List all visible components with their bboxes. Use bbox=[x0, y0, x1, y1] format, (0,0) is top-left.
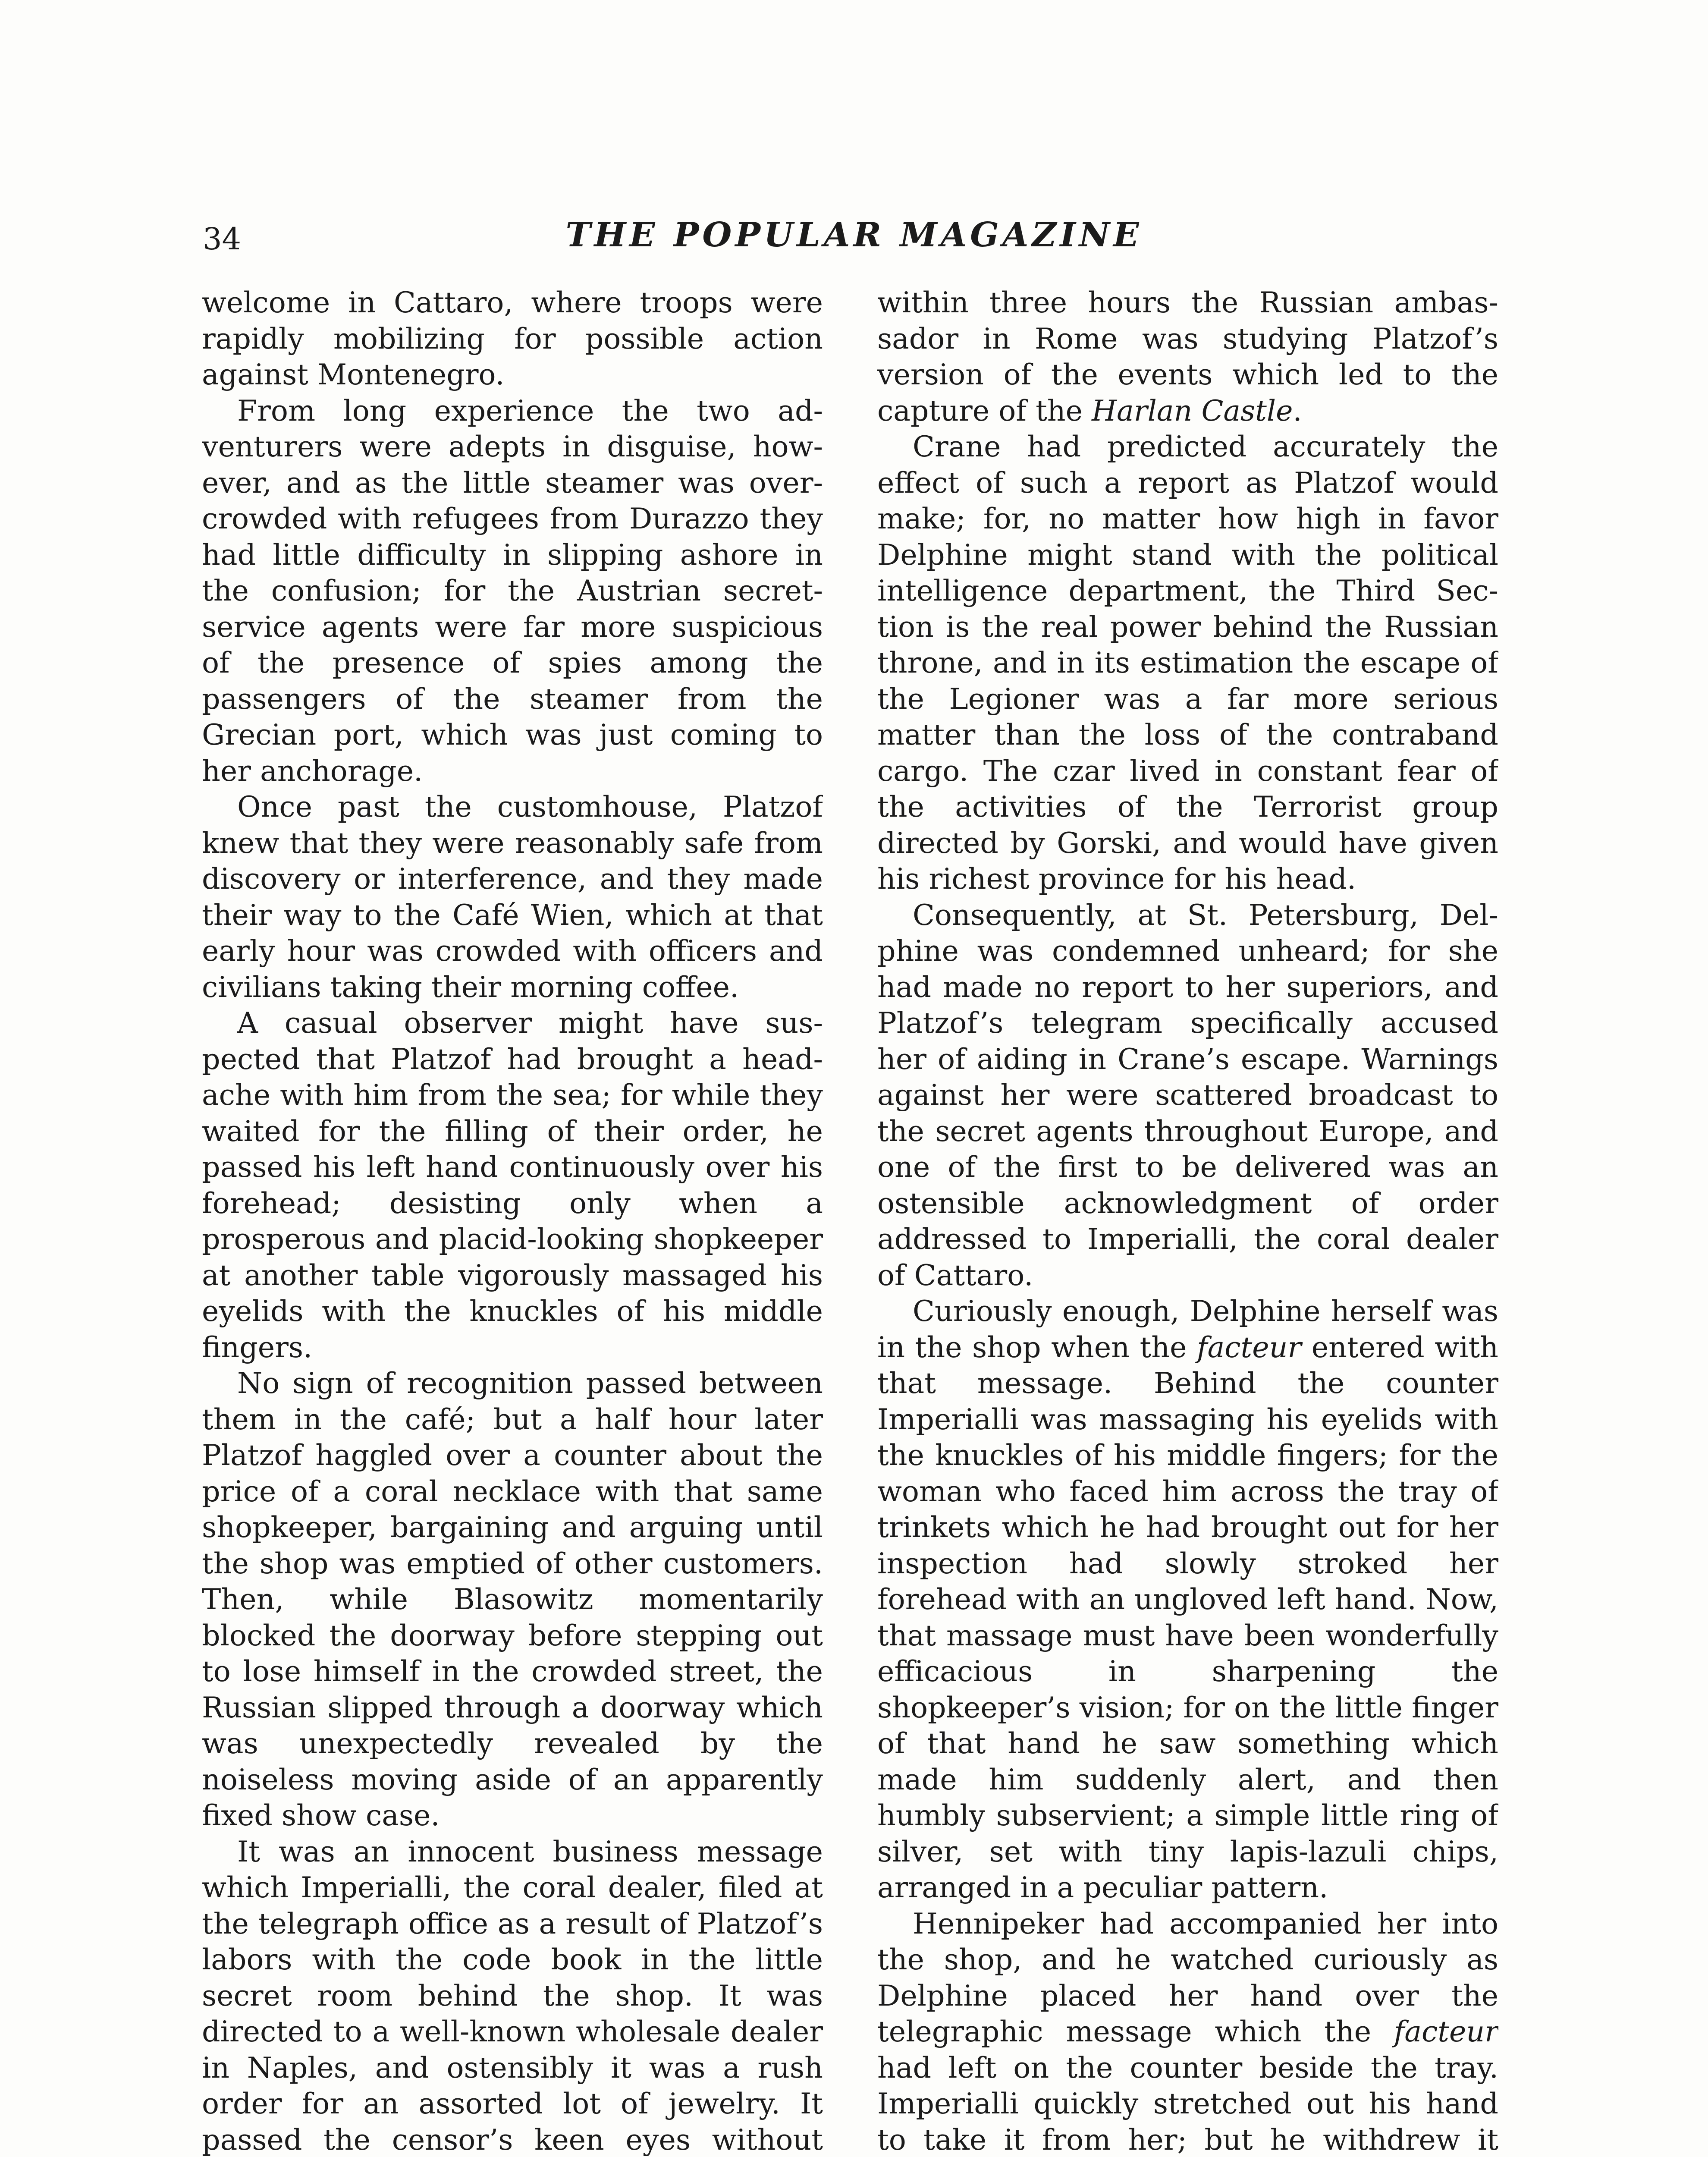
right-column bbox=[877, 285, 1498, 2157]
paragraph bbox=[877, 1906, 1498, 2157]
text-run: within three hours the Russian ambassador in Rome was studying Platzof’s version of the events which led to the capture of the bbox=[877, 286, 1498, 428]
left-column bbox=[202, 285, 823, 2157]
text-run: had left on the counter beside the tray. Imperialli quickly stretched out his hand to take it from her; but he withdrew it bbox=[877, 2050, 1498, 2157]
paragraph bbox=[877, 285, 1498, 429]
text-run: Hennipeker had accompanied her into the shop, and he watched curiously as Delphine placed her hand over the telegraphic message which the bbox=[877, 1906, 1498, 2048]
running-title: THE POPULAR MAGAZINE bbox=[565, 215, 1143, 255]
text-run: . bbox=[1293, 393, 1302, 428]
text-run: Curiously enough, Delphine herself was in the shop when the bbox=[877, 1294, 1498, 1364]
paragraph: Consequently, at St. Petersburg, Delphine was condemned unheard; for she had made no report to her superiors, and Platzof’s telegram specifically accused her of aiding in Crane’s escape. Warnings against her were scattered broadcast to the secret agents throughout Europe, and one of the first to be delivered was an ostensible acknowledgment of order addressed to Imperialli, the coral dealer of Cattaro. bbox=[877, 898, 1498, 1292]
paragraph: From long experience the two adventurers were adepts in disguise, however, and as the little steamer was overcrowded with refugees from Durazzo they had little difficulty in slipping ashore in the confusion; for the Austrian secret-service agents were far more suspicious of the presence of spies among the passengers of the steamer from the Grecian port, which was just coming to her anchorage. bbox=[202, 393, 823, 788]
paragraph: A casual observer might have suspected that Platzof had brought a headache with him from the sea; for while they waited for the filling of their order, he passed his left hand continuously over his forehead; desisting only when a prosperous and placid-looking shopkeeper at another table vigorously massaged his eyelids with the knuckles of his middle fingers. bbox=[202, 1006, 823, 1364]
paragraph: Once past the customhouse, Platzof knew that they were reasonably safe from discovery or interference, and they made their way to the Café Wien, which at that early hour was crowded with officers and civilians taking their morning coffee. bbox=[202, 790, 823, 1004]
paragraph: It was an innocent business message which Imperialli, the coral dealer, filed at the telegraph office as a result of Platzof’s labors with the code book in the little secret room behind the shop. It was directed to a well-known wholesale dealer in Naples, and ostensibly it was a rush order for an assorted lot of jewelry. It passed the censor’s keen eyes without bbox=[202, 1834, 823, 2157]
page-header bbox=[203, 211, 1505, 272]
page-number: 34 bbox=[203, 221, 242, 257]
italic-word: facteur bbox=[1197, 1330, 1302, 1364]
paragraph bbox=[877, 1293, 1498, 1906]
italic-title: Harlan Castle bbox=[1092, 393, 1293, 428]
text-run: entered with that message. Behind the counter Imperialli was massaging his eyelids with the knuckles of his middle fingers; for the woman who faced him across the tray of trinkets which he had brought out for her inspection had slowly stroked her forehead with an ungloved left hand. Now, that massage must have been wonderfully efficacious in sharpening the shopkeeper’s vision; for on the little finger of that hand he saw something which made him suddenly alert, and then humbly subservient; a simple little ring of silver, set with tiny lapis-lazuli chips, arranged in a peculiar pattern. bbox=[877, 1330, 1498, 1904]
paragraph: No sign of recognition passed between them in the café; but a half hour later Platzof haggled over a counter about the price of a coral necklace with that same shopkeeper, bargaining and arguing until the shop was emptied of other customers. Then, while Blasowitz momentarily blocked the doorway before stepping out to lose himself in the crowded street, the Russian slipped through a doorway which was unexpectedly revealed by the noiseless moving aside of an apparently fixed show case. bbox=[202, 1366, 823, 1832]
paragraph: welcome in Cattaro, where troops were rapidly mobilizing for possible action against Montenegro. bbox=[202, 286, 823, 391]
paragraph: Crane had predicted accurately the effect of such a report as Platzof would make; for, no matter how high in favor Delphine might stand with the political intelligence department, the Third Section is the real power behind the Russian throne, and in its estimation the escape of the Legioner was a far more serious matter than the loss of the contraband cargo. The czar lived in constant fear of the activities of the Terrorist group directed by Gorski, and would have given his richest province for his head. bbox=[877, 430, 1498, 896]
italic-word: facteur bbox=[1394, 2015, 1498, 2048]
